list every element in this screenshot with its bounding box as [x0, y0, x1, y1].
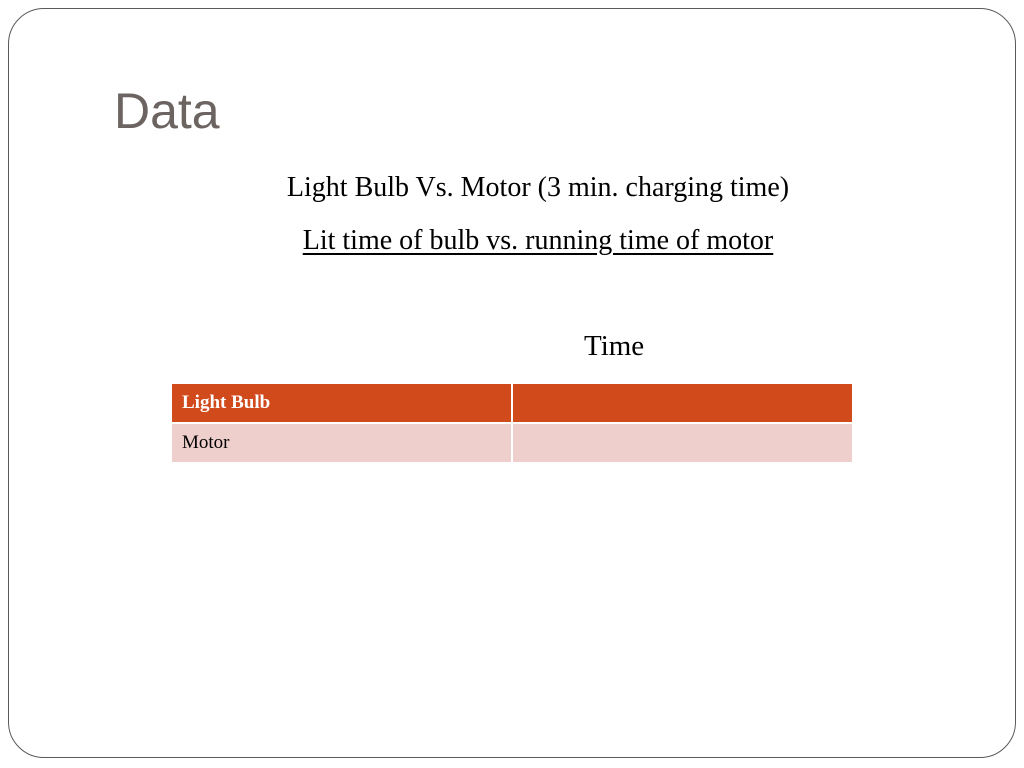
slide-caption: Lit time of bulb vs. running time of motor — [302, 225, 774, 256]
slide-title: Data — [114, 83, 220, 139]
table-cell-label: Light Bulb — [171, 383, 512, 423]
table-cell-value — [512, 383, 853, 423]
time-column-label: Time — [584, 330, 645, 362]
table-row-motor — [171, 423, 853, 463]
table-cell-label: Motor — [171, 423, 512, 463]
table-row-light-bulb — [171, 383, 853, 423]
slide-subtitle: Light Bulb Vs. Motor (3 min. charging time) — [286, 172, 790, 203]
data-table — [170, 382, 854, 464]
table-cell-value — [512, 423, 853, 463]
